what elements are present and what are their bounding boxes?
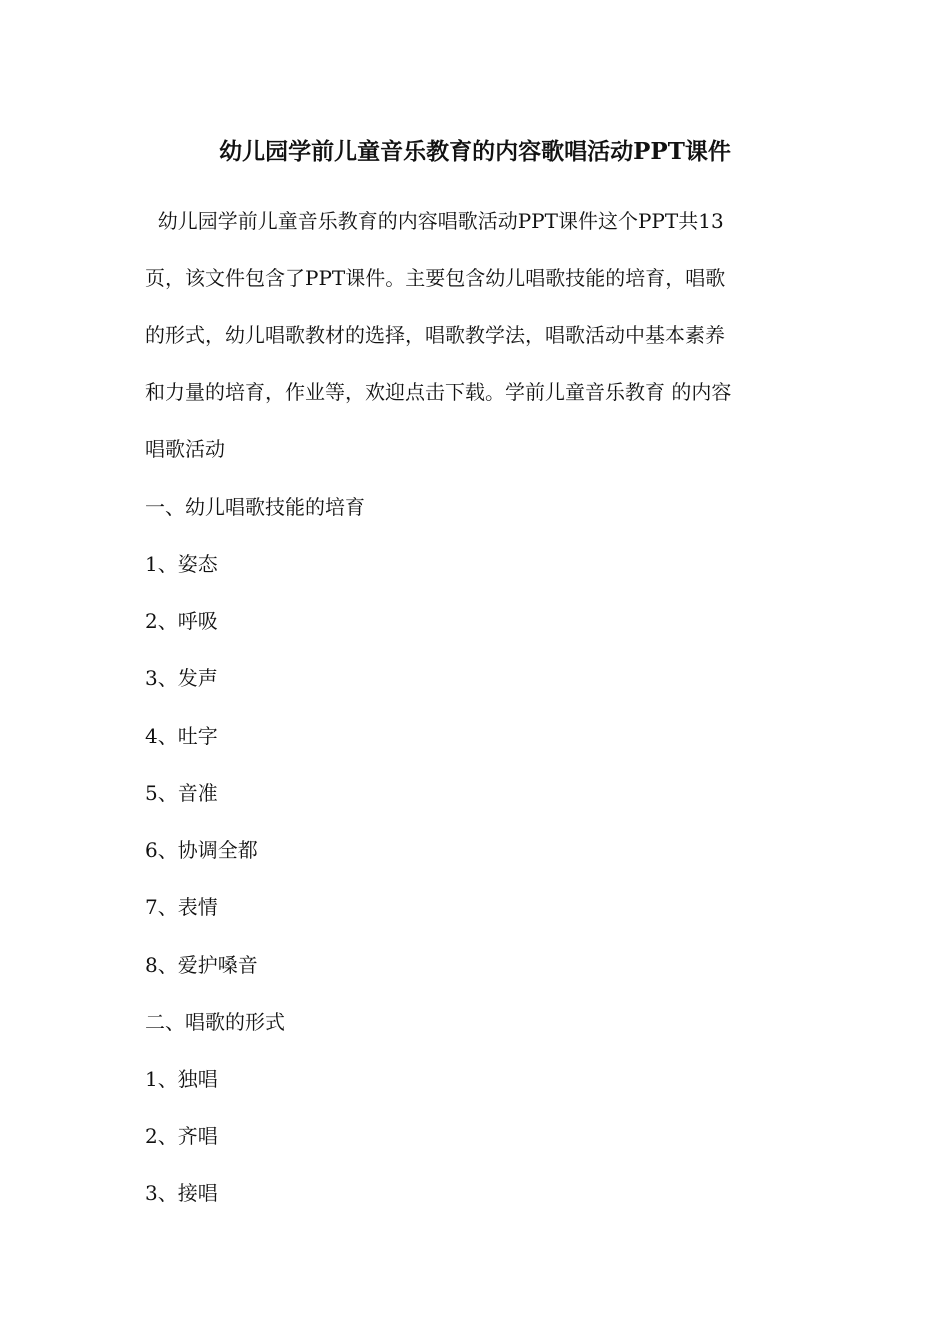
list-item: 1、姿态 [145, 552, 218, 576]
intro-line: 和力量的培育，作业等，欢迎点击下载。学前儿童音乐教育 的内容 [145, 380, 732, 404]
list-item: 1、独唱 [145, 1067, 218, 1091]
list-item: 7、表情 [145, 895, 218, 919]
intro-line: 幼儿园学前儿童音乐教育的内容唱歌活动PPT课件这个PPT共13 [145, 209, 724, 233]
list-item: 8、爱护嗓音 [145, 953, 258, 977]
list-item: 4、吐字 [145, 724, 218, 748]
list-item: 6、协调全都 [145, 838, 258, 862]
document-title: 幼儿园学前儿童音乐教育的内容歌唱活动PPT课件 [219, 138, 731, 165]
list-item: 5、音准 [145, 781, 218, 805]
list-item: 2、齐唱 [145, 1124, 218, 1148]
list-item: 3、接唱 [145, 1181, 218, 1205]
list-item: 2、呼吸 [145, 609, 218, 633]
intro-paragraph [145, 193, 810, 478]
section-heading: 一、幼儿唱歌技能的培育 [145, 495, 365, 519]
section-heading: 二、唱歌的形式 [145, 1010, 285, 1034]
intro-line: 的形式，幼儿唱歌教材的选择，唱歌教学法，唱歌活动中基本素养 [145, 323, 725, 347]
intro-line: 页，该文件包含了PPT课件。主要包含幼儿唱歌技能的培育，唱歌 [145, 266, 726, 290]
intro-line: 唱歌活动 [145, 437, 225, 461]
list-item: 3、发声 [145, 666, 218, 690]
